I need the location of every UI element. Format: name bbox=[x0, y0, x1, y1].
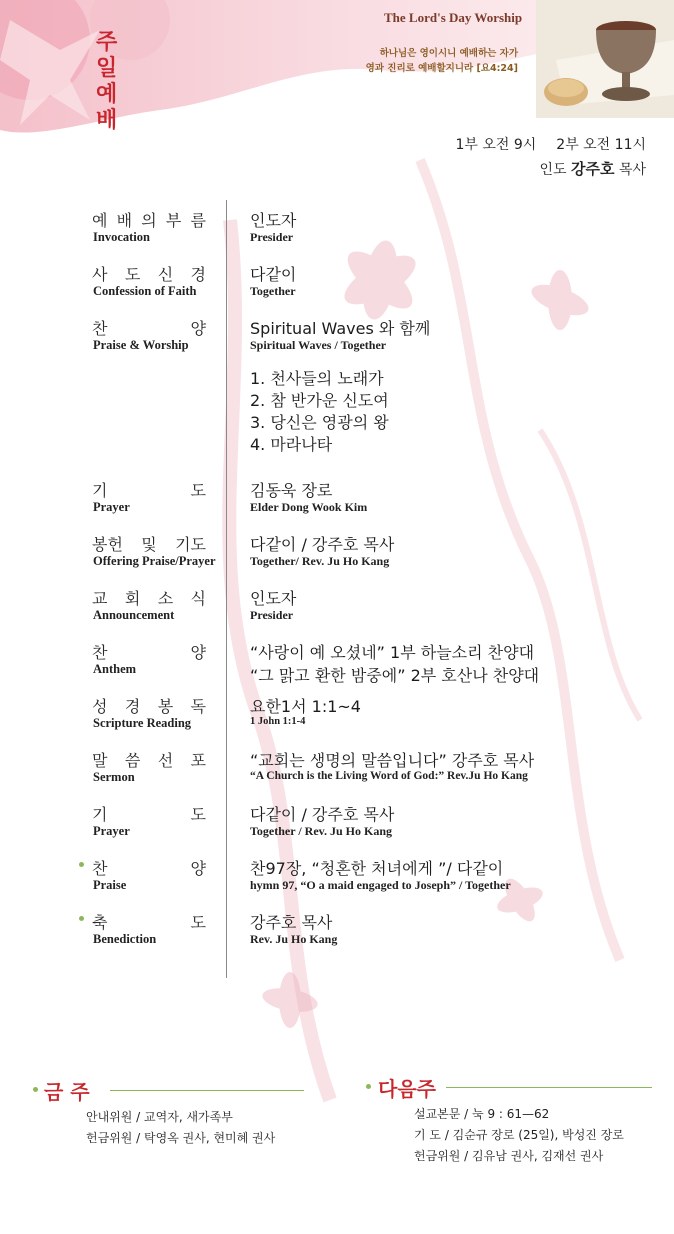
page-title bbox=[96, 30, 156, 134]
bullet-dot bbox=[366, 1084, 371, 1089]
item-label-ko: 찬 양 bbox=[92, 859, 206, 878]
leader-prefix: 인도 bbox=[539, 162, 567, 178]
item-label-ko: 봉헌 및 기도 bbox=[92, 535, 206, 554]
item-content: Spiritual Waves 와 함께 bbox=[250, 319, 431, 338]
item-label-en: Invocation bbox=[93, 230, 150, 244]
item-label-en: Anthem bbox=[93, 662, 137, 676]
this-week-title: 금 주 bbox=[44, 1080, 90, 1104]
first-service-time: 1부 오전 9시 bbox=[455, 137, 537, 153]
item-label-en: Confession of Faith bbox=[93, 284, 197, 298]
second-service-time: 2부 오전 11시 bbox=[556, 137, 646, 153]
item-content-en: Together / Rev. Ju Ho Kang bbox=[250, 824, 393, 838]
verse-line-2: 영과 진리로 예배할지니라 [요4:24] bbox=[365, 63, 518, 74]
item-content: 찬97장, “청혼한 처녀에게 ”/ 다같이 bbox=[250, 859, 504, 878]
item-label-en: Prayer bbox=[93, 500, 130, 514]
bullet-dot bbox=[79, 862, 84, 867]
this-week-offering: 헌금위원 / 탁영옥 권사, 현미혜 권사 bbox=[86, 1131, 276, 1145]
next-week-prayer: 기 도 / 김순규 장로 (25일), 박성진 장로 bbox=[414, 1128, 624, 1142]
item-label-ko: 기 도 bbox=[92, 481, 206, 500]
this-week-ushers: 안내위원 / 교역자, 새가족부 bbox=[86, 1110, 233, 1124]
item-content-en: Spiritual Waves / Together bbox=[250, 338, 387, 352]
item-label-ko: 찬 양 bbox=[92, 643, 206, 662]
item-content: 강주호 목사 bbox=[250, 913, 333, 932]
item-content: 인도자 bbox=[250, 589, 297, 608]
this-week-rule bbox=[110, 1090, 304, 1091]
next-week-details bbox=[414, 1104, 624, 1167]
item-label-en: Praise bbox=[93, 878, 127, 892]
item-label-ko: 기 도 bbox=[92, 805, 206, 824]
order-divider bbox=[226, 200, 227, 978]
leader-suffix: 목사 bbox=[618, 162, 646, 178]
item-content: 인도자 bbox=[250, 211, 297, 230]
item-content: 다같이 / 강주호 목사 bbox=[250, 805, 395, 824]
song-item: 1. 천사들의 노래가 bbox=[250, 369, 384, 388]
next-week-offering: 헌금위원 / 김유남 권사, 김재선 권사 bbox=[414, 1149, 604, 1163]
item-content: “사랑이 예 오셨네” 1부 하늘소리 찬양대 bbox=[250, 643, 535, 662]
item-content-en: Together/ Rev. Ju Ho Kang bbox=[250, 554, 390, 568]
item-content-line-2: “그 맑고 환한 밤중에” 2부 호산나 찬양대 bbox=[250, 666, 540, 685]
this-week-details bbox=[86, 1107, 275, 1149]
item-label-ko: 성 경 봉 독 bbox=[92, 697, 206, 716]
leader-name: 강주호 bbox=[571, 160, 615, 178]
title-english: The Lord's Day Worship bbox=[384, 10, 523, 25]
item-label-en: Prayer bbox=[93, 824, 130, 838]
item-label-en: Praise & Worship bbox=[93, 338, 189, 352]
item-content: 다같이 / 강주호 목사 bbox=[250, 535, 395, 554]
item-label-ko: 예 배 의 부 름 bbox=[92, 211, 206, 230]
item-content: 요한1서 1:1~4 bbox=[250, 697, 361, 716]
item-content-en: Rev. Ju Ho Kang bbox=[250, 932, 338, 946]
item-content-en: Presider bbox=[250, 608, 294, 622]
chalice-illustration bbox=[536, 0, 674, 118]
item-label-ko: 사 도 신 경 bbox=[92, 265, 206, 284]
bullet-dot bbox=[79, 916, 84, 921]
service-times bbox=[455, 133, 646, 182]
item-label-en: Offering Praise/Prayer bbox=[93, 554, 216, 568]
item-label-en: Announcement bbox=[93, 608, 175, 622]
title-line-2: 예 배 bbox=[96, 82, 124, 133]
item-label-en: Scripture Reading bbox=[93, 716, 192, 730]
item-content-en: hymn 97, “O a maid engaged to Joseph” / Together bbox=[250, 878, 511, 892]
item-label-ko: 교 회 소 식 bbox=[92, 589, 206, 608]
item-content-en: Together bbox=[250, 284, 296, 298]
item-label-ko: 말 씀 선 포 bbox=[92, 751, 206, 770]
item-content: 다같이 bbox=[250, 265, 297, 284]
item-content: “교회는 생명의 말씀입니다” 강주호 목사 bbox=[250, 751, 535, 770]
song-list bbox=[250, 368, 389, 456]
song-item: 2. 참 반가운 신도여 bbox=[250, 391, 389, 410]
item-content-en: “A Church is the Living Word of God:” Rev.Ju Ho Kang bbox=[250, 770, 528, 782]
item-label-en: Sermon bbox=[93, 770, 135, 784]
bullet-dot bbox=[33, 1087, 38, 1092]
item-content-en: 1 John 1:1-4 bbox=[250, 716, 306, 727]
title-line-1: 주 일 bbox=[96, 30, 124, 81]
next-week-rule bbox=[446, 1087, 652, 1088]
item-label-ko: 축 도 bbox=[92, 913, 206, 932]
verse-line-1: 하나님은 영이시니 예배하는 자가 bbox=[379, 48, 518, 59]
next-week-title: 다음주 bbox=[378, 1077, 436, 1101]
item-content-en: Elder Dong Wook Kim bbox=[250, 500, 368, 514]
next-week-scripture: 설교본문 / 눅 9 : 61—62 bbox=[414, 1107, 550, 1121]
item-content-en: Presider bbox=[250, 230, 294, 244]
item-label-en: Benediction bbox=[93, 932, 157, 946]
item-content: 김동욱 장로 bbox=[250, 481, 333, 500]
header-verse bbox=[366, 46, 518, 76]
song-item: 4. 마라나타 bbox=[250, 435, 333, 454]
item-label-ko: 찬 양 bbox=[92, 319, 206, 338]
song-item: 3. 당신은 영광의 왕 bbox=[250, 413, 389, 432]
